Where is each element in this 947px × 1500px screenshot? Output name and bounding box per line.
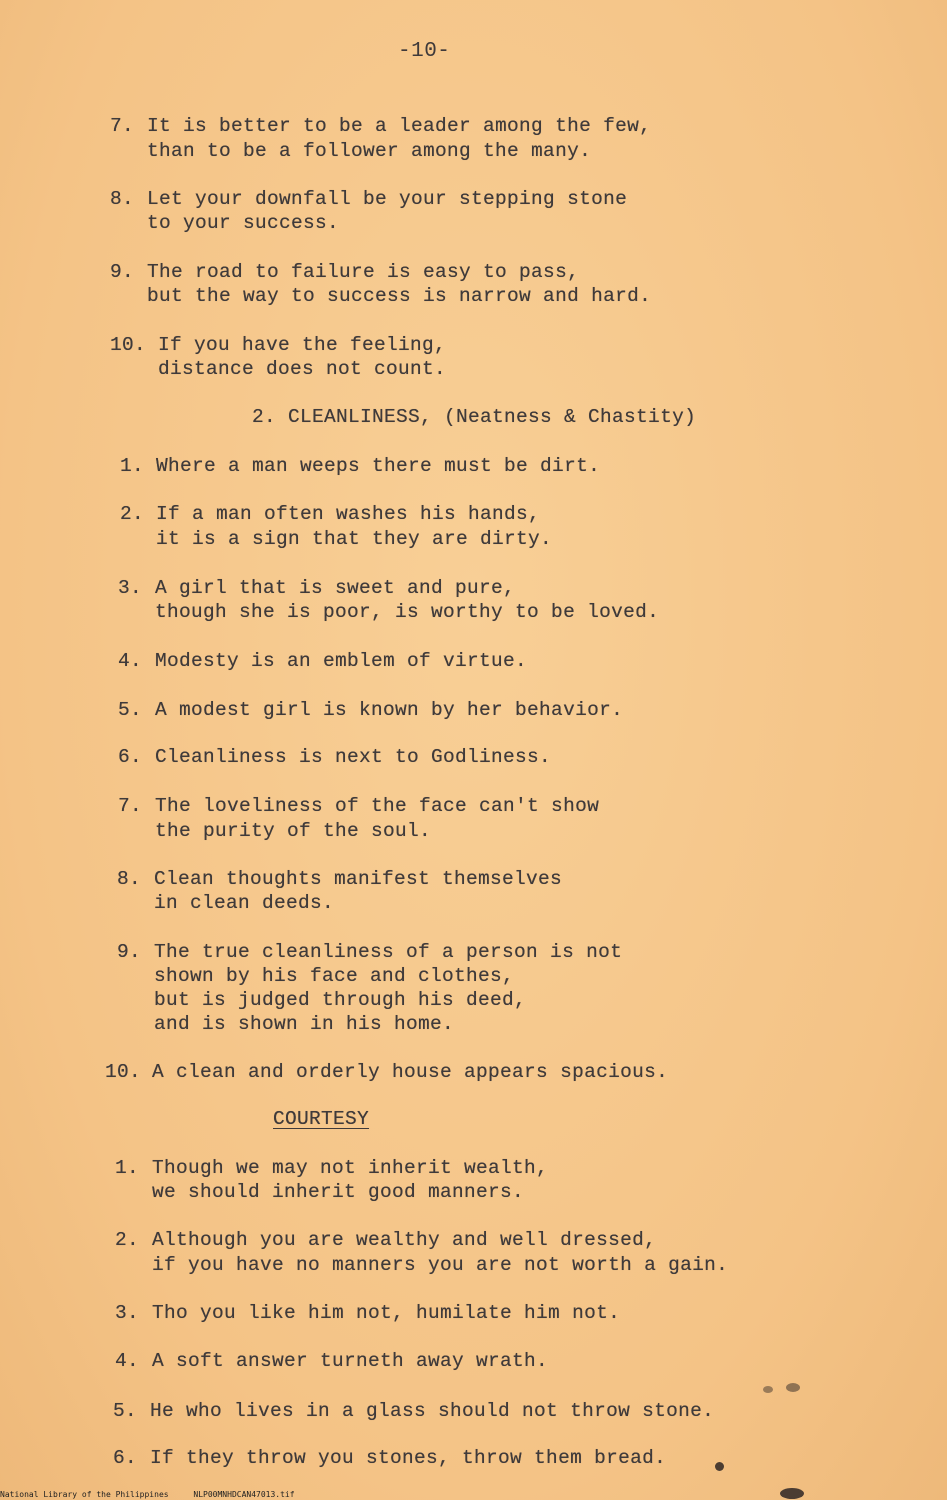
list-item-number: 8. <box>110 188 135 210</box>
list-item-line: distance does not count. <box>158 358 447 380</box>
ink-smudge <box>786 1383 800 1392</box>
list-item-line: If you have the feeling, <box>158 334 447 356</box>
list-item-line: than to be a follower among the many. <box>147 140 592 162</box>
list-item-number: 6. <box>113 1447 138 1469</box>
list-item-line: It is better to be a leader among the few, <box>147 115 652 137</box>
list-item-line: The true cleanliness of a person is not <box>154 941 623 963</box>
list-item-number: 1. <box>115 1157 140 1179</box>
list-item-line: Although you are wealthy and well dressed, <box>152 1229 657 1251</box>
list-item-number: 2. <box>120 503 145 525</box>
list-item-line: but the way to success is narrow and hard. <box>147 285 652 307</box>
list-item-number: 9. <box>110 261 135 283</box>
list-item-line: the purity of the soul. <box>155 820 432 842</box>
list-item-line: A clean and orderly house appears spacious. <box>152 1061 669 1083</box>
section-3-heading: COURTESY <box>273 1108 370 1130</box>
list-item-number: 10. <box>110 334 147 356</box>
list-item-line: Where a man weeps there must be dirt. <box>156 455 601 477</box>
list-item-line: A girl that is sweet and pure, <box>155 577 516 599</box>
list-item-number: 2. <box>115 1229 140 1251</box>
list-item-line: Tho you like him not, humilate him not. <box>152 1302 621 1324</box>
list-item-line: if you have no manners you are not worth a gain. <box>152 1254 729 1276</box>
list-item-line: though she is poor, is worthy to be loved. <box>155 601 660 623</box>
list-item-number: 3. <box>115 1302 140 1324</box>
list-item-line: The road to failure is easy to pass, <box>147 261 580 283</box>
list-item-number: 8. <box>117 868 142 890</box>
list-item-number: 6. <box>118 746 143 768</box>
list-item-line: A modest girl is known by her behavior. <box>155 699 624 721</box>
list-item-line: The loveliness of the face can't show <box>155 795 600 817</box>
ink-smudge <box>780 1488 804 1499</box>
list-item-line: If a man often washes his hands, <box>156 503 541 525</box>
page-number: -10- <box>398 40 451 63</box>
list-item-line: and is shown in his home. <box>154 1013 455 1035</box>
ink-smudge <box>763 1386 773 1393</box>
section-2-heading: 2. CLEANLINESS, (Neatness & Chastity) <box>252 406 697 428</box>
list-item-line: it is a sign that they are dirty. <box>156 528 553 550</box>
list-item-line: shown by his face and clothes, <box>154 965 515 987</box>
list-item-line: Clean thoughts manifest themselves <box>154 868 563 890</box>
list-item-number: 4. <box>118 650 143 672</box>
list-item-line: Let your downfall be your stepping stone <box>147 188 628 210</box>
list-item-number: 7. <box>110 115 135 137</box>
list-item-number: 5. <box>113 1400 138 1422</box>
list-item-number: 5. <box>118 699 143 721</box>
list-item-line: He who lives in a glass should not throw stone. <box>150 1400 715 1422</box>
list-item-line: to your success. <box>147 212 340 234</box>
list-item-line: Cleanliness is next to Godliness. <box>155 746 552 768</box>
list-item-line: If they throw you stones, throw them bread. <box>150 1447 667 1469</box>
list-item-number: 3. <box>118 577 143 599</box>
footer-file-id: NLP00MNHDCAN47013.tif <box>193 1490 295 1499</box>
list-item-line: Though we may not inherit wealth, <box>152 1157 549 1179</box>
list-item-number: 10. <box>105 1061 142 1083</box>
list-item-number: 7. <box>118 795 143 817</box>
scan-footer <box>0 1490 315 1499</box>
list-item-line: Modesty is an emblem of virtue. <box>155 650 528 672</box>
list-item-line: we should inherit good manners. <box>152 1181 525 1203</box>
list-item-line: but is judged through his deed, <box>154 989 527 1011</box>
list-item-number: 9. <box>117 941 142 963</box>
list-item-line: in clean deeds. <box>154 892 335 914</box>
footer-library-name: National Library of the Philippines <box>0 1490 169 1499</box>
list-item-number: 4. <box>115 1350 140 1372</box>
ink-smudge <box>715 1462 724 1471</box>
list-item-line: A soft answer turneth away wrath. <box>152 1350 549 1372</box>
list-item-number: 1. <box>120 455 145 477</box>
